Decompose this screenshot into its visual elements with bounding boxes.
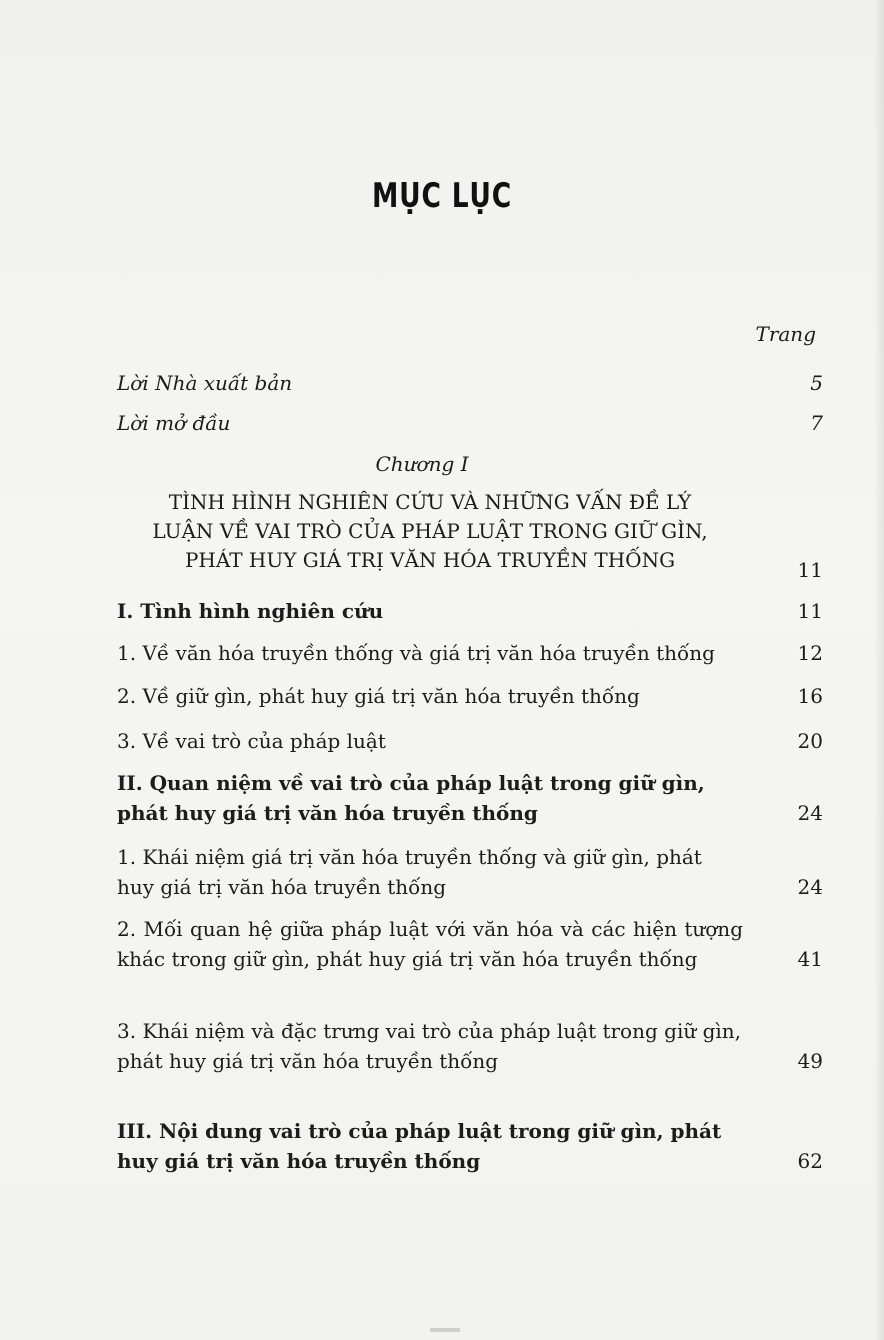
toc-section-title: II. Quan niệm về vai trò của pháp luật trong giữ gìn, phát huy giá trị văn hóa truyền thống (117, 771, 705, 825)
toc-item (117, 1016, 823, 1076)
toc-item-title: 2. Về giữ gìn, phát huy giá trị văn hóa truyền thống (117, 684, 640, 708)
chapter-title (100, 488, 760, 575)
toc-item (117, 914, 823, 974)
toc-section-page: 62 (797, 1149, 823, 1173)
toc-item-title: 1. Khái niệm giá trị văn hóa truyền thống và giữ gìn, phát huy giá trị văn hóa truyền thống (117, 845, 702, 899)
toc-section-2 (117, 768, 823, 828)
toc-item-title: 3. Về vai trò của pháp luật (117, 729, 386, 753)
toc-item (117, 638, 823, 668)
chapter-title-line: PHÁT HUY GIÁ TRỊ VĂN HÓA TRUYỀN THỐNG (184, 548, 676, 572)
toc-item-page: 49 (797, 1049, 823, 1073)
toc-entry-page: 7 (810, 411, 823, 435)
toc-item-page: 41 (797, 947, 823, 971)
toc-section-title: I. Tình hình nghiên cứu (117, 599, 384, 623)
toc-item-page: 12 (797, 641, 823, 665)
chapter-label: Chương I (375, 452, 469, 476)
toc-entry-introduction (117, 408, 823, 438)
toc-item-page: 16 (797, 684, 823, 708)
toc-section-3 (117, 1116, 823, 1176)
chapter-page: 11 (797, 558, 823, 582)
toc-section-title: III. Nội dung vai trò của pháp luật trong giữ gìn, phát huy giá trị văn hóa truyền thống (117, 1119, 722, 1173)
toc-item-title: 3. Khái niệm và đặc trưng vai trò của pháp luật trong giữ gìn, phát huy giá trị văn hóa truyền thống (117, 1019, 742, 1073)
page-column-label: Trang (755, 322, 816, 346)
toc-section-page: 24 (797, 801, 823, 825)
toc-item (117, 842, 823, 902)
page-title: MỤC LỤC (372, 176, 512, 216)
toc-entry-title: Lời Nhà xuất bản (117, 371, 293, 395)
chapter-title-line: TÌNH HÌNH NGHIÊN CỨU VÀ NHỮNG VẤN ĐỀ LÝ (168, 490, 692, 514)
toc-entry-title: Lời mở đầu (117, 411, 231, 435)
page-bottom-mark (430, 1328, 460, 1332)
toc-item (117, 681, 823, 711)
toc-section-1 (117, 596, 823, 626)
toc-item (117, 726, 823, 756)
toc-item-page: 24 (797, 875, 823, 899)
toc-item-title: 2. Mối quan hệ giữa pháp luật với văn hóa và các hiện tượng khác trong giữ gìn, phát huy giá trị văn hóa truyền thống (117, 917, 743, 971)
chapter-title-line: LUẬN VỀ VAI TRÒ CỦA PHÁP LUẬT TRONG GIỮ GÌN, (152, 519, 708, 543)
toc-section-page: 11 (797, 599, 823, 623)
toc-entry-publisher-note (117, 368, 823, 398)
toc-item-title: 1. Về văn hóa truyền thống và giá trị văn hóa truyền thống (117, 641, 715, 665)
toc-item-page: 20 (797, 729, 823, 753)
toc-entry-page: 5 (810, 371, 823, 395)
page-edge-shadow (874, 0, 884, 1340)
